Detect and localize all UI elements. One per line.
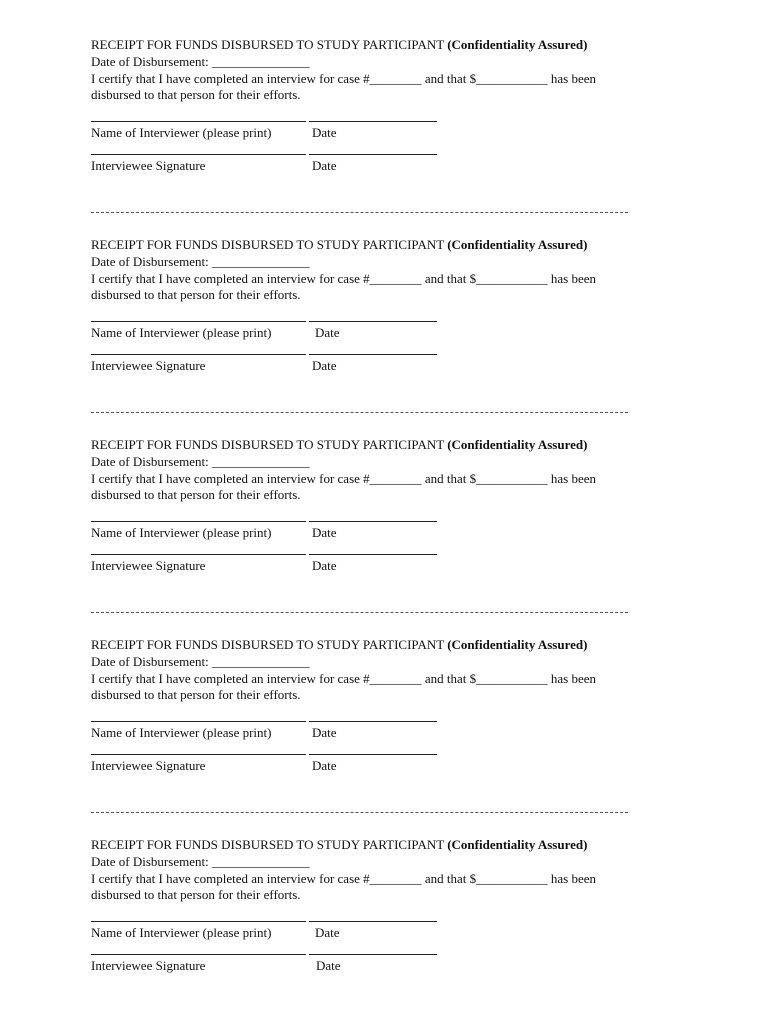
certify-statement: I certify that I have completed an interview for case #________ and that $___________ has been — [91, 670, 597, 686]
interviewee-signature-label: Interviewee Signature — [91, 958, 206, 973]
interviewee-signature-label: Interviewee Signature — [91, 158, 206, 173]
interviewee-date-line[interactable] — [309, 754, 437, 755]
date-of-disbursement: Date of Disbursement: _______________ — [91, 253, 310, 269]
certify-statement: I certify that I have completed an interview for case #________ and that $___________ has been — [91, 270, 597, 286]
receipt-5 — [91, 837, 651, 973]
interviewee-date-line[interactable] — [309, 954, 437, 955]
interviewer-name-label: Name of Interviewer (please print) — [91, 525, 272, 540]
interviewer-name-line[interactable] — [91, 521, 306, 522]
interviewee-signature-line[interactable] — [91, 554, 306, 555]
interviewer-date-label: Date — [312, 725, 337, 740]
interviewee-signature-row — [91, 354, 651, 394]
interviewee-signature-row — [91, 754, 651, 794]
certify-statement-cont: disbursed to that person for their efforts. — [91, 487, 301, 503]
receipt-title — [91, 837, 651, 854]
certify-statement: I certify that I have completed an interview for case #________ and that $___________ has been — [91, 470, 597, 486]
cut-line-4 — [91, 812, 628, 813]
receipt-2 — [91, 237, 651, 373]
interviewer-name-line[interactable] — [91, 921, 306, 922]
confidentiality-note: (Confidentiality Assured) — [447, 37, 588, 52]
receipt-title-text: RECEIPT FOR FUNDS DISBURSED TO STUDY PARTICIPANT — [91, 637, 448, 652]
interviewee-date-label: Date — [312, 758, 337, 773]
interviewer-date-label: Date — [312, 125, 337, 140]
confidentiality-note: (Confidentiality Assured) — [447, 237, 588, 252]
cut-line-1 — [91, 212, 628, 213]
interviewee-date-label: Date — [312, 358, 337, 373]
confidentiality-note: (Confidentiality Assured) — [447, 437, 588, 452]
interviewee-date-line[interactable] — [309, 154, 437, 155]
interviewee-date-line[interactable] — [309, 354, 437, 355]
interviewer-date-label: Date — [312, 525, 337, 540]
interviewee-signature-row — [91, 554, 651, 594]
interviewer-name-line[interactable] — [91, 321, 306, 322]
interviewee-signature-row — [91, 154, 651, 194]
interviewee-date-label: Date — [312, 158, 337, 173]
interviewee-signature-line[interactable] — [91, 754, 306, 755]
date-of-disbursement: Date of Disbursement: _______________ — [91, 853, 310, 869]
interviewer-date-line[interactable] — [309, 521, 437, 522]
interviewee-date-label: Date — [312, 558, 337, 573]
receipt-title-text: RECEIPT FOR FUNDS DISBURSED TO STUDY PARTICIPANT — [91, 837, 448, 852]
interviewer-name-label: Name of Interviewer (please print) — [91, 725, 272, 740]
receipt-1 — [91, 37, 651, 173]
cut-line-3 — [91, 612, 628, 613]
certify-statement: I certify that I have completed an interview for case #________ and that $___________ has been — [91, 870, 597, 886]
date-of-disbursement: Date of Disbursement: _______________ — [91, 53, 310, 69]
receipt-title-text: RECEIPT FOR FUNDS DISBURSED TO STUDY PARTICIPANT — [91, 37, 448, 52]
interviewer-name-line[interactable] — [91, 721, 306, 722]
interviewee-signature-row — [91, 954, 651, 994]
interviewer-name-label: Name of Interviewer (please print) — [91, 125, 272, 140]
certify-statement: I certify that I have completed an interview for case #________ and that $___________ has been — [91, 70, 597, 86]
interviewer-date-line[interactable] — [309, 321, 437, 322]
receipt-title-text: RECEIPT FOR FUNDS DISBURSED TO STUDY PARTICIPANT — [91, 437, 448, 452]
interviewee-signature-line[interactable] — [91, 154, 306, 155]
interviewer-date-line[interactable] — [309, 921, 437, 922]
interviewer-date-line[interactable] — [309, 121, 437, 122]
cut-line-2 — [91, 412, 628, 413]
interviewer-date-label: Date — [315, 925, 340, 940]
interviewer-date-label: Date — [315, 325, 340, 340]
receipt-title — [91, 37, 651, 54]
receipt-title — [91, 637, 651, 654]
interviewee-signature-line[interactable] — [91, 954, 306, 955]
certify-statement-cont: disbursed to that person for their efforts. — [91, 687, 301, 703]
date-of-disbursement: Date of Disbursement: _______________ — [91, 453, 310, 469]
interviewee-signature-line[interactable] — [91, 354, 306, 355]
certify-statement-cont: disbursed to that person for their efforts. — [91, 887, 301, 903]
confidentiality-note: (Confidentiality Assured) — [447, 637, 588, 652]
interviewee-date-line[interactable] — [309, 554, 437, 555]
certify-statement-cont: disbursed to that person for their efforts. — [91, 287, 301, 303]
interviewee-signature-label: Interviewee Signature — [91, 558, 206, 573]
receipt-title — [91, 237, 651, 254]
interviewee-date-label: Date — [316, 958, 341, 973]
interviewer-date-line[interactable] — [309, 721, 437, 722]
certify-statement-cont: disbursed to that person for their efforts. — [91, 87, 301, 103]
interviewer-name-line[interactable] — [91, 121, 306, 122]
date-of-disbursement: Date of Disbursement: _______________ — [91, 653, 310, 669]
interviewee-signature-label: Interviewee Signature — [91, 358, 206, 373]
confidentiality-note: (Confidentiality Assured) — [447, 837, 588, 852]
receipt-title — [91, 437, 651, 454]
receipt-3 — [91, 437, 651, 573]
receipt-title-text: RECEIPT FOR FUNDS DISBURSED TO STUDY PARTICIPANT — [91, 237, 448, 252]
interviewer-name-label: Name of Interviewer (please print) — [91, 925, 272, 940]
interviewer-name-label: Name of Interviewer (please print) — [91, 325, 272, 340]
interviewee-signature-label: Interviewee Signature — [91, 758, 206, 773]
receipt-4 — [91, 637, 651, 773]
